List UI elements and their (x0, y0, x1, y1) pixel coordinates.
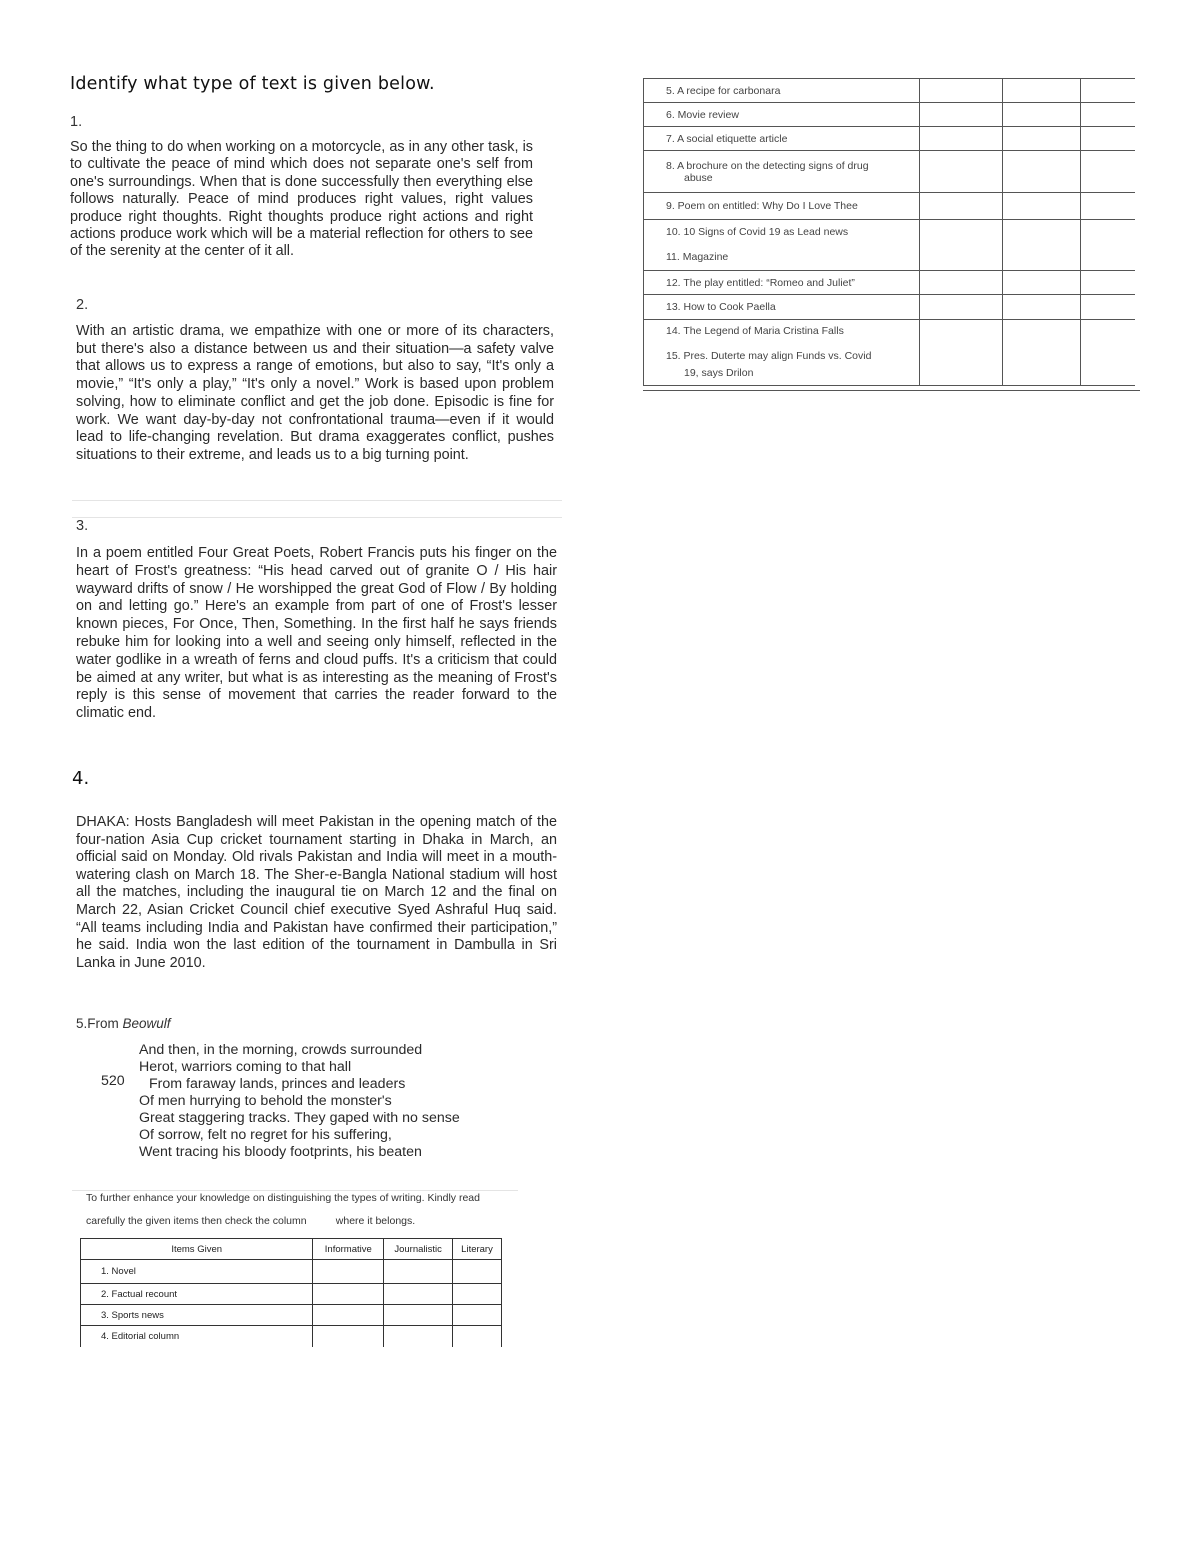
table-row-item: 14. The Legend of Maria Cristina Falls 15. Pres. Duterte may align Funds vs. Covid 19, says Drilon (644, 320, 920, 386)
poem-line: Of men hurrying to behold the monster's (139, 1093, 392, 1109)
page-heading: Identify what type of text is given below. (70, 74, 435, 94)
column-header-informative: Informative (313, 1239, 384, 1260)
table-cell-check[interactable] (1002, 271, 1080, 295)
table-cell-check[interactable] (384, 1305, 453, 1326)
divider (72, 517, 562, 518)
table-row-item: 5. A recipe for carbonara (644, 79, 920, 103)
poem-line-number: 520 (101, 1073, 125, 1089)
table-row-item: 1. Novel (81, 1260, 313, 1284)
table-row-item: 7. A social etiquette article (644, 127, 920, 151)
table-cell-check[interactable] (313, 1260, 384, 1284)
table-cell-check[interactable] (1080, 295, 1135, 320)
table-row-item: 8. A brochure on the detecting signs of drug abuse (644, 151, 920, 193)
passage-1-number: 1. (70, 114, 83, 130)
table-row-item: 12. The play entitled: “Romeo and Juliet” (644, 271, 920, 295)
table-cell-check[interactable] (453, 1305, 502, 1326)
poem-line: Went tracing his bloody footprints, his beaten (139, 1144, 422, 1160)
table-cell-check[interactable] (919, 127, 1002, 151)
table-cell-check[interactable] (1002, 193, 1080, 220)
table-cell-check[interactable] (453, 1284, 502, 1305)
table-cell-check[interactable] (313, 1284, 384, 1305)
table-cell-check[interactable] (1002, 220, 1080, 271)
instructions-line-2: carefully the given items then check the column where it belongs. (86, 1215, 416, 1227)
poem-line: Herot, warriors coming to that hall (139, 1059, 352, 1075)
table-cell-check[interactable] (453, 1326, 502, 1347)
passage-1-text: So the thing to do when working on a motorcycle, as in any other task, is to cultivate the peace of mind which does not separate one's self from one's surroundings. When that is done successfully then everything else follows naturally. Peace of mind produces right values, right values produce right thoughts. Right thoughts produce right actions and right actions produce work which will be a material reflection for others to see of the serenity at the center of it all. (70, 139, 533, 260)
table-bottom-rule (643, 390, 1140, 391)
table-cell-check[interactable] (1002, 79, 1080, 103)
table-row-item: 13. How to Cook Paella (644, 295, 920, 320)
passage-3-number: 3. (76, 518, 89, 534)
table-row-item: 3. Sports news (81, 1305, 313, 1326)
passage-4-text: DHAKA: Hosts Bangladesh will meet Pakistan in the opening match of the four-nation Asia Cup cricket tournament starting in Dhaka in March, an official said on Monday. Old rivals Pakistan and India will meet in a mouth-watering clash on March 18. The Sher-e-Bangla National stadium will host all the matches, including the inaugural tie on March 12 and the final on March 22, Asian Cricket Council chief executive Syed Ashraful Huq said. “All teams including India and Pakistan have confirmed their participation,” he said. India won the last edition of the tournament in Dambulla in Sri Lanka in June 2010. (76, 814, 557, 971)
instructions (86, 1187, 526, 1233)
table-cell-check[interactable] (453, 1260, 502, 1284)
poem-line: Of sorrow, felt no regret for his suffering, (139, 1127, 392, 1143)
table-row-item: 9. Poem on entitled: Why Do I Love Thee (644, 193, 920, 220)
beowulf-title: Beowulf (122, 1016, 171, 1031)
table-cell-check[interactable] (919, 320, 1002, 386)
beowulf-label: 5.From Beowulf (76, 1016, 171, 1031)
table-cell-check[interactable] (1080, 79, 1135, 103)
poem (139, 1042, 460, 1161)
passage-2-text: With an artistic drama, we empathize with one or more of its characters, but there's also a distance between us and their situation—a safety valve that allows us to express a range of emotions, but also to say, “It's only a movie,” “It's only a play,” “It's only a novel.” Work is based upon problem solving, how to eliminate conflict and get the job done. Episodic is fine for work. We want day-by-day not confrontational trauma—even if it would lead to life-changing revelation. But drama exaggerates conflict, pushes situations to their extreme, and leads us to a big turning point. (76, 323, 554, 463)
table-row-item: 2. Factual recount (81, 1284, 313, 1305)
table-cell-check[interactable] (313, 1305, 384, 1326)
table-cell-check[interactable] (1080, 127, 1135, 151)
table-cell-check[interactable] (1080, 271, 1135, 295)
table-cell-check[interactable] (313, 1326, 384, 1347)
table-cell-check[interactable] (919, 271, 1002, 295)
table-cell-check[interactable] (1002, 320, 1080, 386)
table-row-item: 10. 10 Signs of Covid 19 as Lead news 11. Magazine (644, 220, 920, 271)
table-row-item: 6. Movie review (644, 103, 920, 127)
table-cell-check[interactable] (919, 79, 1002, 103)
table-cell-check[interactable] (1002, 151, 1080, 193)
column-header-literary: Literary (453, 1239, 502, 1260)
table-cell-check[interactable] (1080, 103, 1135, 127)
table-cell-check[interactable] (1002, 295, 1080, 320)
instructions-line-1: To further enhance your knowledge on distinguishing the types of writing. Kindly read (86, 1192, 480, 1204)
passage-2-number: 2. (76, 297, 89, 313)
passage-3-text: In a poem entitled Four Great Poets, Robert Francis puts his finger on the heart of Frost's greatness: “His head carved out of granite O / His hair wayward drifts of snow / He worshipped the great God of Flow / By holding on and letting go.” Here's an example from part of one of Frost's lesser known pieces, For Once, Then, Something. In the first half he says friends rebuke him for looking into a well and seeing only himself, reflected in the water godlike in a wreath of ferns and cloud puffs. It's a criticism that could be aimed at any writer, but what is as interesting as the meaning of Frost's reply is this sense of movement that carries the reader forward to the climatic end. (76, 545, 557, 722)
table-cell-check[interactable] (1080, 151, 1135, 193)
table-cell-check[interactable] (1002, 103, 1080, 127)
table-cell-check[interactable] (919, 295, 1002, 320)
table-cell-check[interactable] (919, 103, 1002, 127)
table-cell-check[interactable] (1080, 220, 1135, 271)
table-cell-check[interactable] (1002, 127, 1080, 151)
table-row-item: 4. Editorial column (81, 1326, 313, 1347)
poem-line: From faraway lands, princes and leaders (149, 1076, 406, 1092)
classification-table-continued (643, 78, 1135, 386)
table-cell-check[interactable] (384, 1284, 453, 1305)
table-cell-check[interactable] (919, 193, 1002, 220)
table-cell-check[interactable] (919, 151, 1002, 193)
table-cell-check[interactable] (1080, 193, 1135, 220)
passage-4-number: 4. (72, 768, 90, 789)
table-cell-check[interactable] (1080, 320, 1135, 386)
table-cell-check[interactable] (384, 1260, 453, 1284)
poem-line: Great staggering tracks. They gaped with no sense (139, 1110, 460, 1126)
table-cell-check[interactable] (384, 1326, 453, 1347)
column-header-items: Items Given (81, 1239, 313, 1260)
column-header-journalistic: Journalistic (384, 1239, 453, 1260)
table-cell-check[interactable] (919, 220, 1002, 271)
classification-table (80, 1238, 502, 1347)
divider (72, 500, 562, 501)
poem-line: And then, in the morning, crowds surrounded (139, 1042, 423, 1058)
